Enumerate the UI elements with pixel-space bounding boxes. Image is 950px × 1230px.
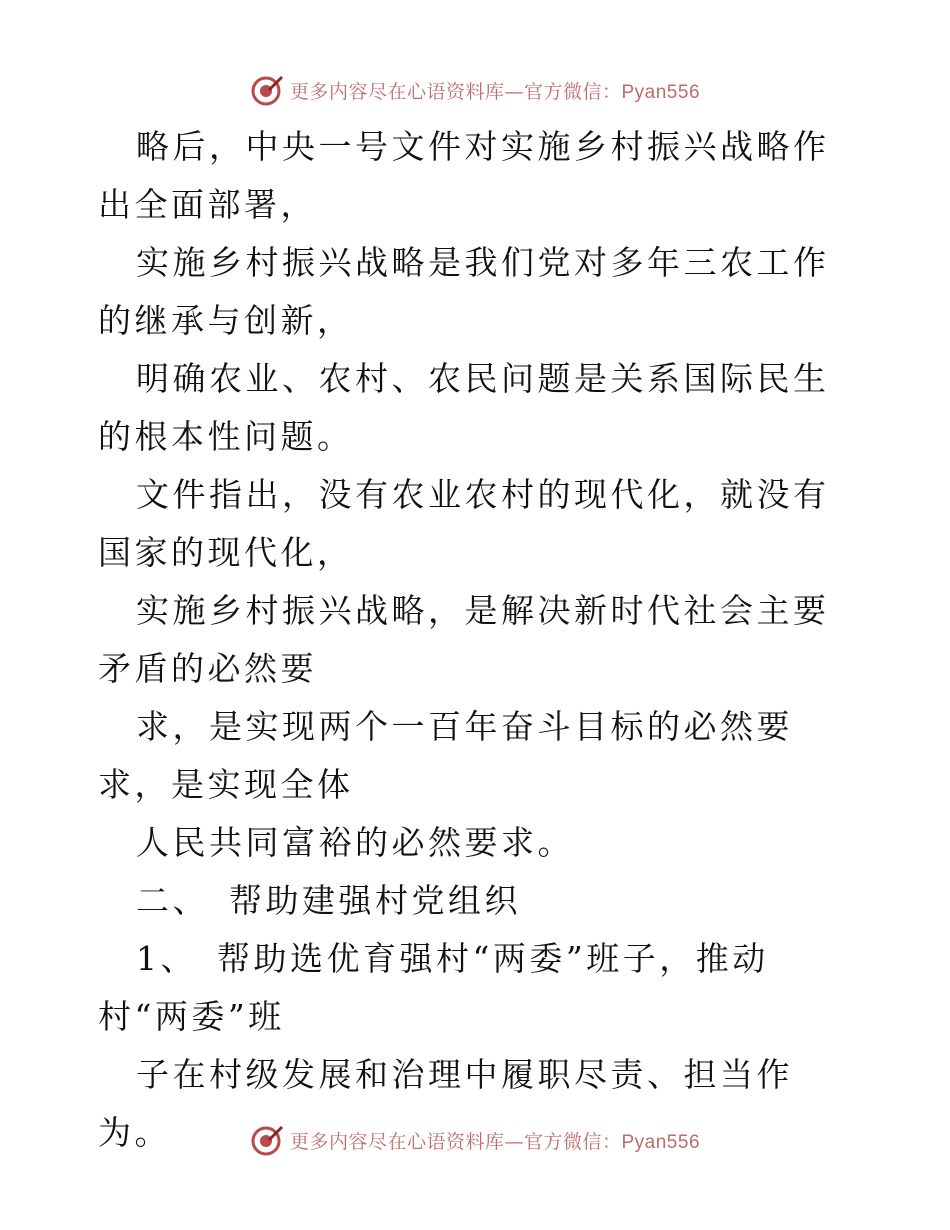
footer-watermark (0, 1120, 950, 1160)
header-watermark (0, 70, 950, 110)
paragraph: 子在村级发展和治理中履职尽责、担当作为。 (98, 1055, 793, 1152)
watermark-text: 更多内容尽在心语资料库—官方微信：Pyan556 (289, 1130, 701, 1153)
document-body (98, 118, 858, 1162)
paragraph: 人民共同富裕的必然要求。 (136, 823, 574, 862)
paragraph: 略后，中央一号文件对实施乡村振兴战略作出全面部署， (98, 127, 830, 224)
pen-circle-logo-icon (250, 73, 284, 107)
paragraph: 实施乡村振兴战略，是解决新时代社会主要矛盾的必然要 (98, 591, 830, 688)
paragraph: 文件指出，没有农业农村的现代化，就没有国家的现代化， (98, 475, 830, 572)
paragraph: 实施乡村振兴战略是我们党对多年三农工作的继承与创新， (98, 243, 830, 340)
paragraph: 1、 帮助选优育强村“两委”班子，推动村“两委”班 (98, 939, 769, 1036)
pen-circle-logo-icon (250, 1123, 284, 1157)
section-heading: 二、 帮助建强村党组织 (136, 881, 521, 920)
paragraph: 求，是实现两个一百年奋斗目标的必然要求，是实现全体 (98, 707, 793, 804)
watermark-text: 更多内容尽在心语资料库—官方微信：Pyan556 (289, 80, 701, 103)
paragraph: 明确农业、农村、农民问题是关系国际民生的根本性问题。 (98, 359, 830, 456)
